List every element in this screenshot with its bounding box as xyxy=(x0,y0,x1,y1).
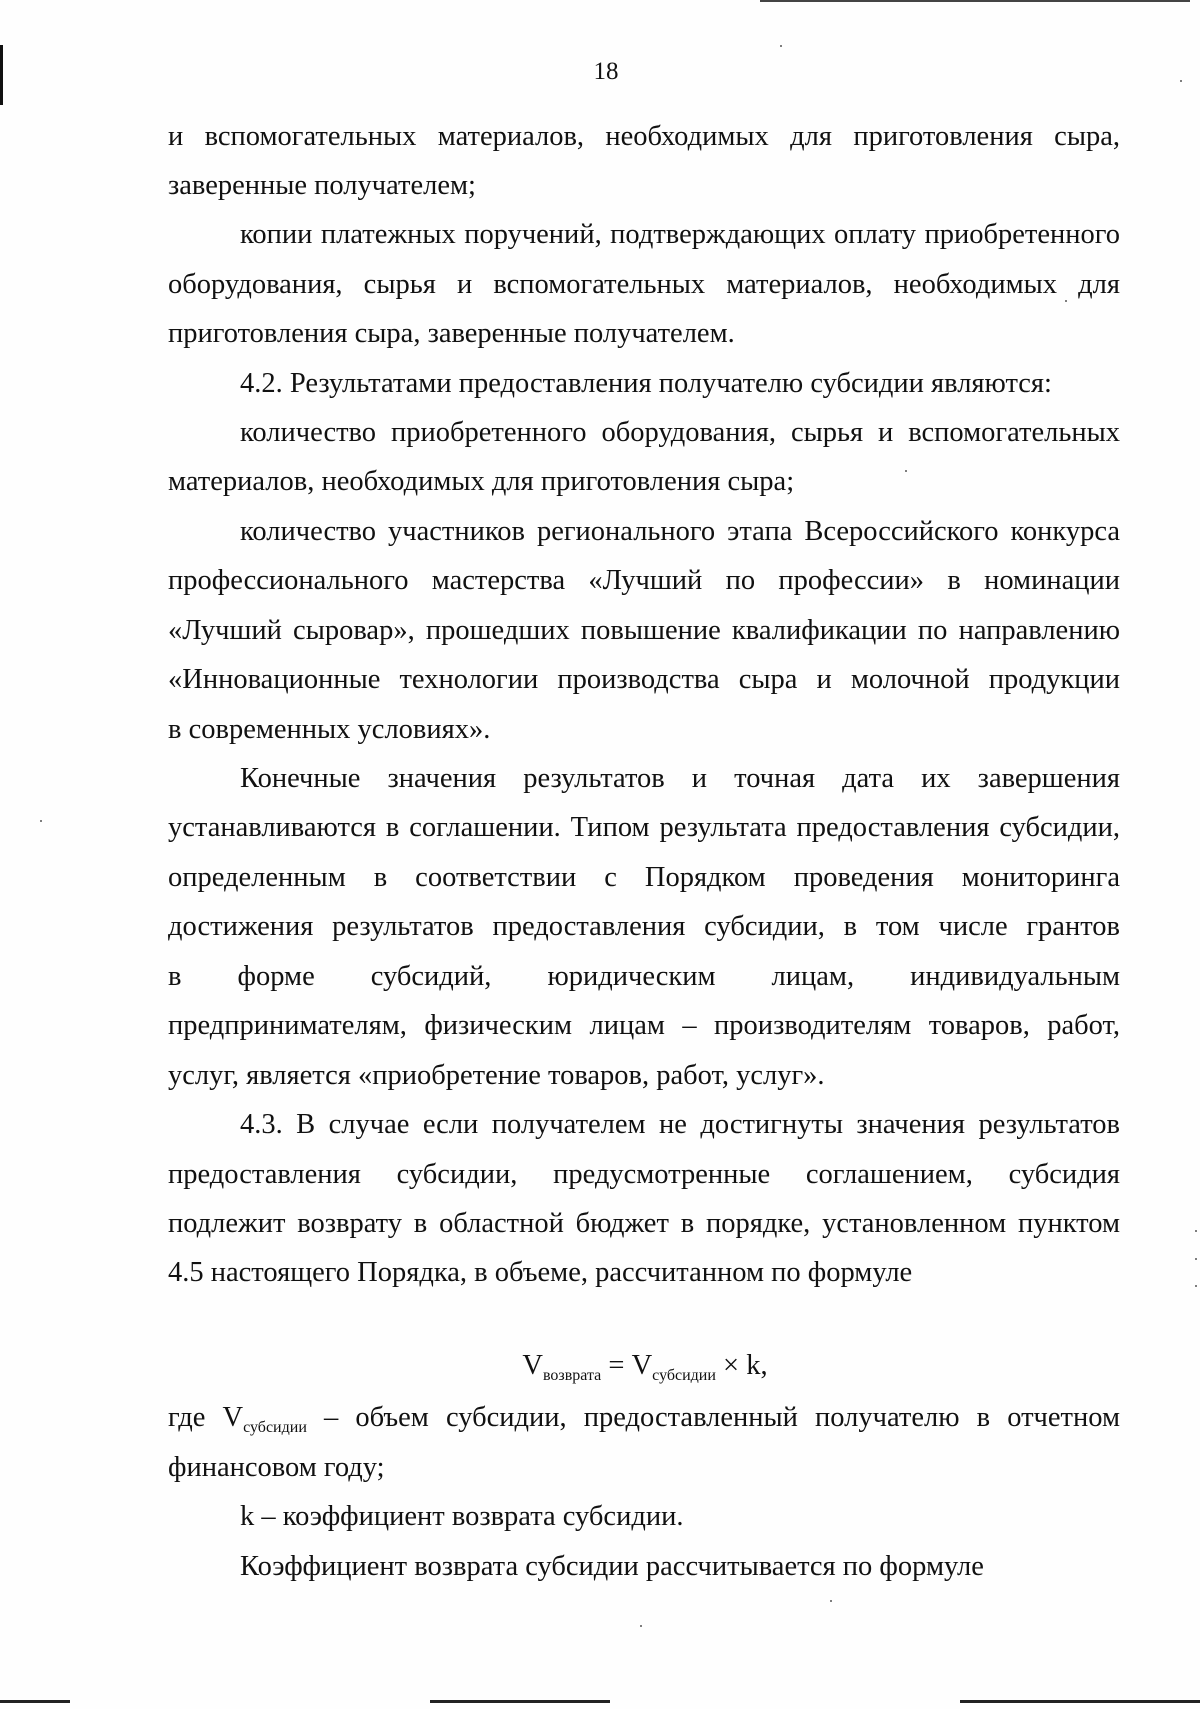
text-line: копии платежных поручений, подтверждающих оплату приобретенного xyxy=(240,219,1120,250)
where-line xyxy=(168,1398,1120,1448)
text-line: 4.2. Результатами предоставления получателю субсидии являются: xyxy=(240,368,1052,399)
text-line: финансовом году; xyxy=(168,1452,385,1483)
scan-speck xyxy=(1195,1258,1197,1260)
formula-sub-return: возврата xyxy=(542,1367,602,1384)
scan-speck xyxy=(1195,1230,1197,1232)
text-line: заверенные получателем; xyxy=(168,170,476,201)
text-line: определенным в соответствии с Порядком проведения мониторинга xyxy=(168,862,1120,893)
text-line: в форме субсидий, юридическим лицам, индивидуальным xyxy=(168,961,1120,992)
scan-speck xyxy=(640,1625,642,1627)
text-line: Конечные значения результатов и точная дата их завершения xyxy=(240,763,1120,794)
formula-v-return: V xyxy=(522,1350,543,1381)
formula-times-k: × k, xyxy=(715,1350,768,1381)
text-line: и вспомогательных материалов, необходимых для приготовления сыра, xyxy=(168,121,1120,152)
text-line: предпринимателям, физическим лицам – производителям товаров, работ, xyxy=(168,1010,1120,1041)
scan-speck xyxy=(780,45,782,47)
scan-bottom-mark xyxy=(0,1700,70,1703)
formula-v-subsidy: V xyxy=(631,1350,653,1381)
text-line: устанавливаются в соглашении. Типом результата предоставления субсидии, xyxy=(168,812,1120,843)
text-line: «Инновационные технологии производства сыра и молочной продукции xyxy=(168,664,1120,695)
scan-bottom-mark xyxy=(430,1700,610,1703)
text-line: предоставления субсидии, предусмотренные соглашением, субсидия xyxy=(168,1159,1120,1190)
text-line: услуг, является «приобретение товаров, работ, услуг». xyxy=(168,1060,825,1091)
text-line: Коэффициент возврата субсидии рассчитывается по формуле xyxy=(240,1551,984,1582)
text-line: приготовления сыра, заверенные получателем. xyxy=(168,318,735,349)
text-line: профессионального мастерства «Лучший по профессии» в номинации xyxy=(168,565,1120,596)
scan-bottom-mark xyxy=(960,1700,1200,1703)
text-line: 4.5 настоящего Порядка, в объеме, рассчитанном по формуле xyxy=(168,1257,913,1288)
text-line: «Лучший сыровар», прошедших повышение квалификации по направлению xyxy=(168,615,1120,646)
text-line: количество участников регионального этапа Всероссийского конкурса xyxy=(240,516,1120,547)
scan-speck xyxy=(40,820,42,822)
text-line: материалов, необходимых для приготовления сыра; xyxy=(168,466,795,497)
text-line: k – коэффициент возврата субсидии. xyxy=(240,1501,684,1532)
formula-sub-subsidy: субсидии xyxy=(652,1367,716,1384)
where-sub: субсидии xyxy=(243,1419,307,1436)
text-line: оборудования, сырья и вспомогательных материалов, необходимых для xyxy=(168,269,1120,300)
scan-speck xyxy=(1195,1285,1197,1287)
scan-top-line xyxy=(760,0,1190,2)
text-line: подлежит возврату в областной бюджет в порядке, установленном пунктом xyxy=(168,1208,1120,1239)
formula-equals: = xyxy=(601,1350,632,1381)
return-formula xyxy=(0,1346,1200,1396)
text-line: 4.3. В случае если получателем не достигнуты значения результатов xyxy=(240,1109,1120,1140)
text-line: достижения результатов предоставления субсидии, в том числе грантов xyxy=(168,911,1120,942)
page-number: 18 xyxy=(593,58,619,85)
text-line: в современных условиях». xyxy=(168,714,491,745)
where-prefix: где V xyxy=(168,1402,244,1433)
text-line: количество приобретенного оборудования, сырья и вспомогательных xyxy=(240,417,1120,448)
where-rest: – объем субсидии, предоставленный получателю в отчетном xyxy=(306,1402,1120,1433)
scan-speck xyxy=(830,1600,832,1602)
